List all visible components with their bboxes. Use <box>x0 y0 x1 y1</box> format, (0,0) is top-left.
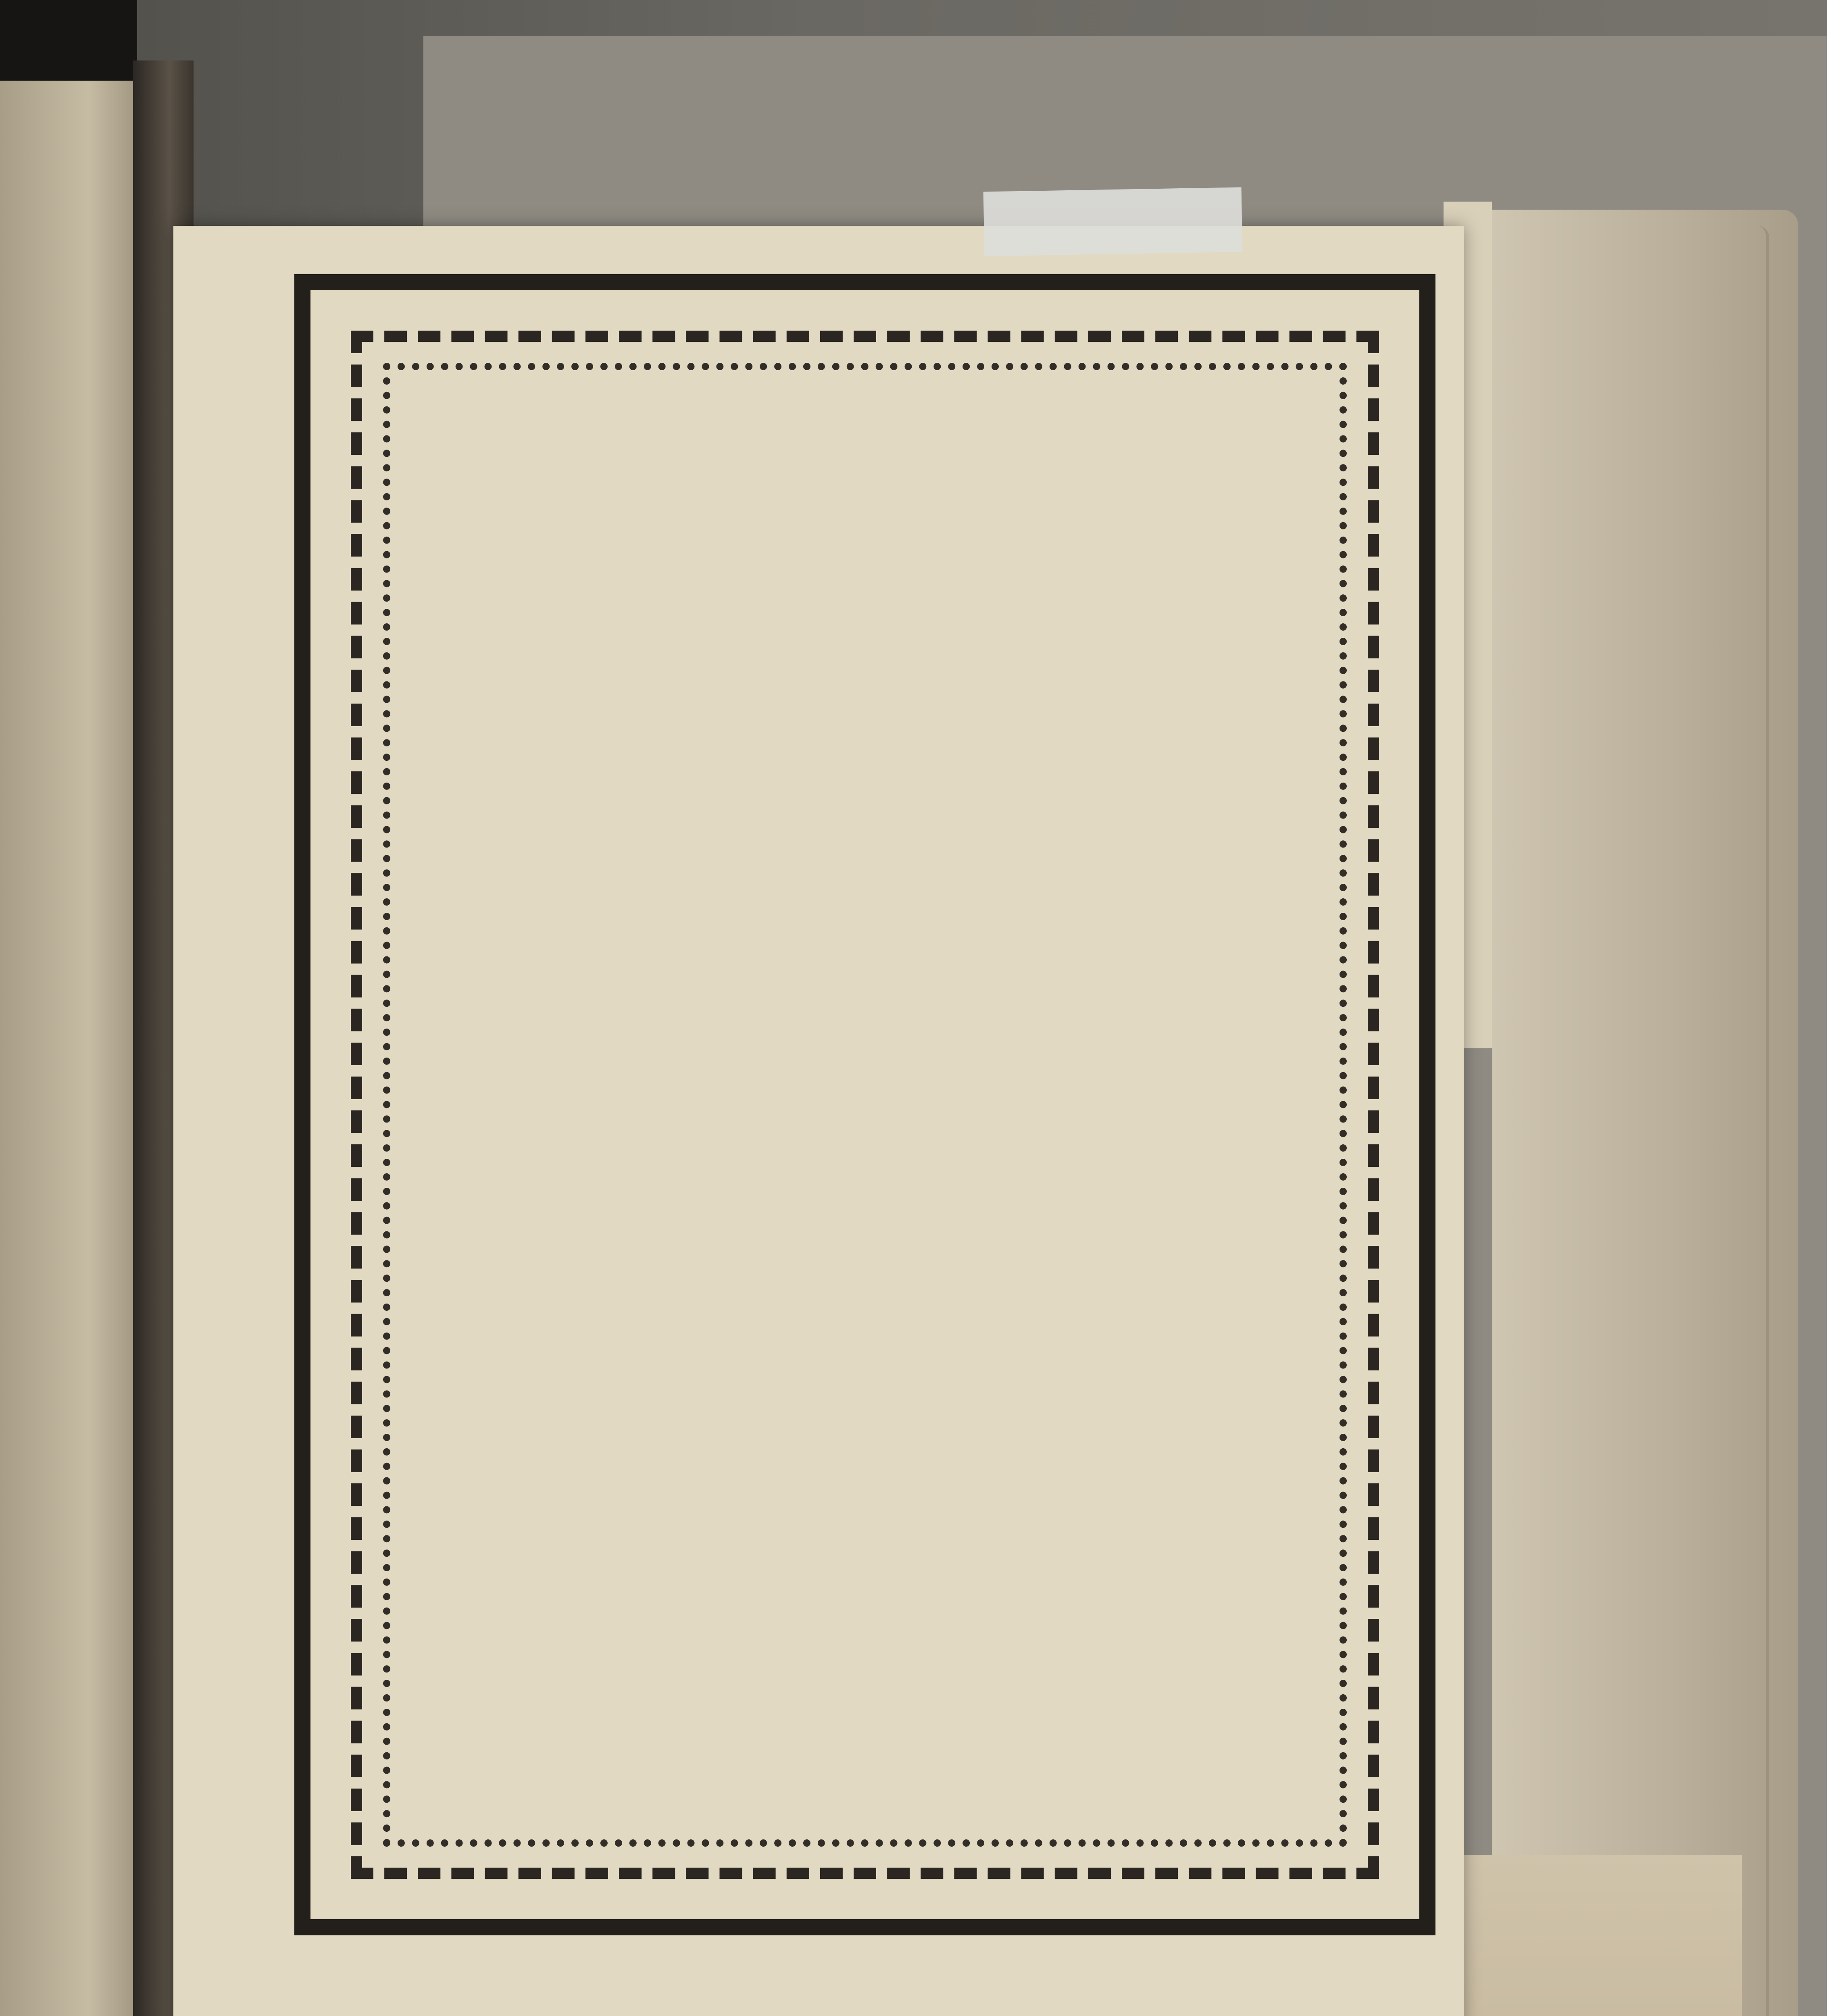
text-area <box>403 383 1327 1835</box>
page-stack-edge <box>1492 210 1798 2016</box>
tape-strip <box>983 187 1243 256</box>
